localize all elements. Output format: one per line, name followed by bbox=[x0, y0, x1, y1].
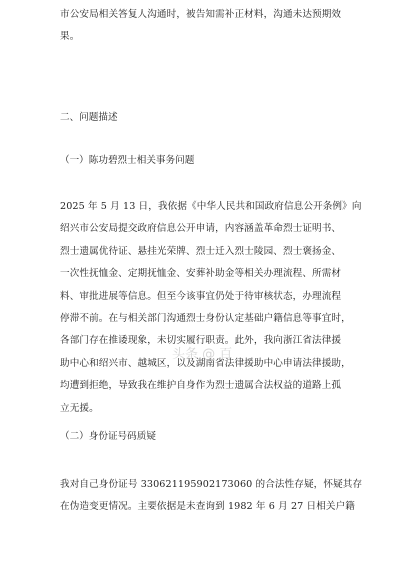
text-line: 停滞不前。在与相关部门沟通烈士身份认定基础户籍信息等事宜时， bbox=[60, 313, 351, 325]
text-line: 烈士遗属优待证、悬挂光荣牌、烈士迁入烈士陵园、烈士褒扬金、 bbox=[60, 245, 342, 257]
text-line: 各部门存在推诿现象，未切实履行职责。此外，我向浙江省法律援 bbox=[60, 335, 342, 347]
text-line: 绍兴市公安局提交政府信息公开申请，内容涵盖革命烈士证明书、 bbox=[60, 223, 342, 235]
text-line: 2025 年 5 月 13 日，我依据《中华人民共和国政府信息公开条例》向 bbox=[60, 201, 362, 212]
body-paragraph bbox=[60, 474, 363, 519]
subsection-heading: （二）身份证号码质疑 bbox=[60, 431, 156, 442]
intro-paragraph bbox=[60, 4, 352, 49]
text-line: 我对自己身份证号 330621195902173060 的合法性存疑，怀疑其存 bbox=[60, 479, 363, 490]
watermark: 头条 @ 百 bbox=[172, 347, 233, 362]
section-heading: 二、问题描述 bbox=[60, 112, 118, 123]
body-paragraph bbox=[60, 196, 362, 420]
text-line: 市公安局相关答复人沟通时，被告知需补正材料，沟通未达预期效 bbox=[60, 9, 342, 20]
text-line: 均遭到拒绝，导致我在维护自身作为烈士遗属合法权益的道路上孤 bbox=[60, 380, 342, 392]
text-line: 在伪造变更情况。主要依据是未查询到 1982 年 6 月 27 日相关户籍 bbox=[60, 501, 355, 513]
text-line: 料、审批进展等信息。但至今该事宜仍处于待审核状态，办理流程 bbox=[60, 290, 342, 302]
subsection-heading: （一）陈功碧烈士相关事务问题 bbox=[60, 155, 195, 166]
text-line: 一次性抚恤金、定期抚恤金、安葬补助金等相关办理流程、所需材 bbox=[60, 268, 342, 280]
text-line: 果。 bbox=[60, 31, 80, 43]
text-line: 助中心和绍兴市、越城区，以及湖南省法律援助中心申请法律援助， bbox=[60, 357, 351, 369]
text-line: 立无援。 bbox=[60, 402, 99, 414]
